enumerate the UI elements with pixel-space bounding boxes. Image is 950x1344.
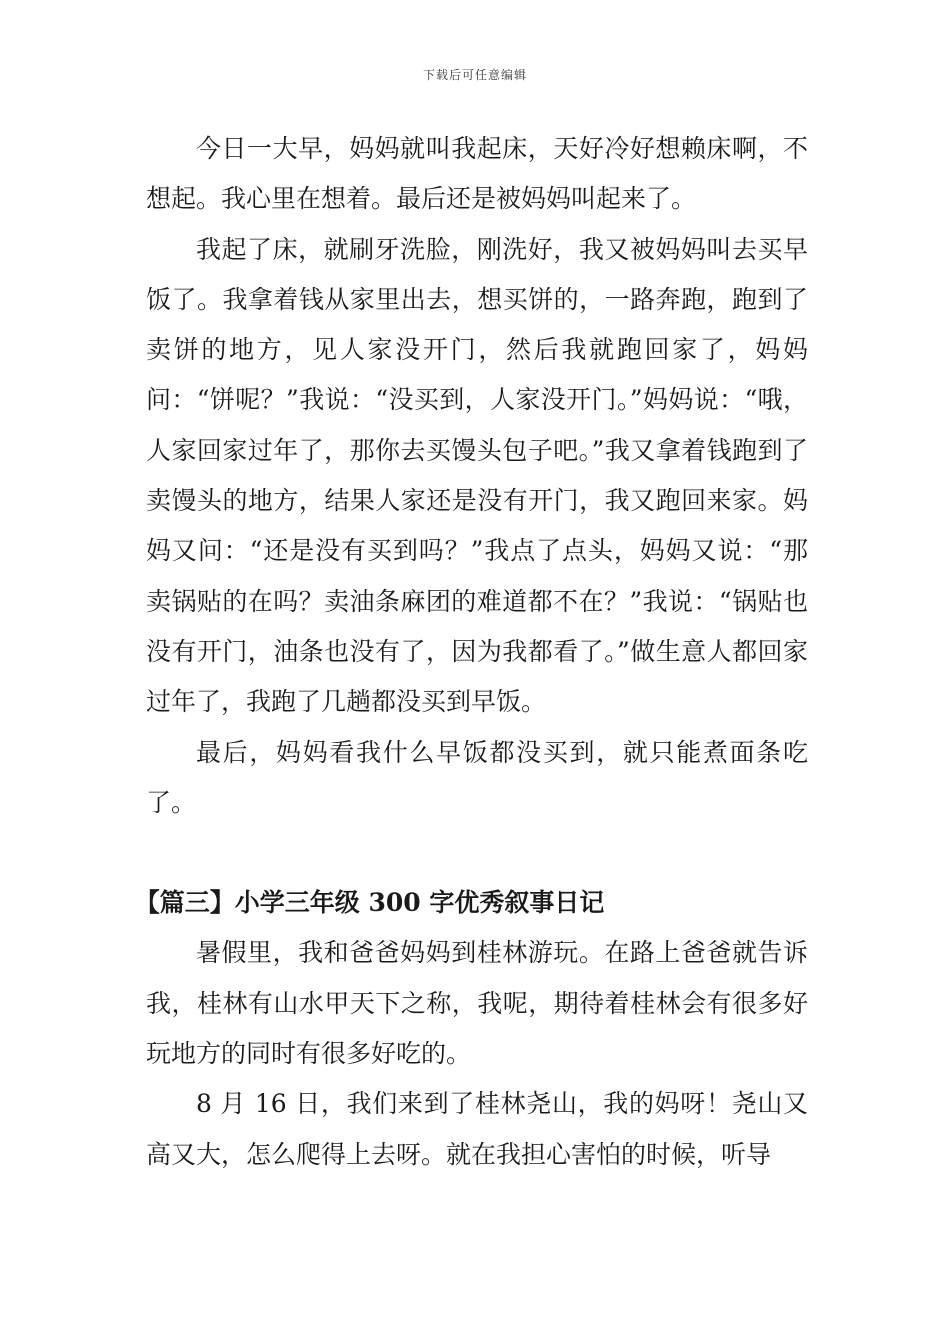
paragraph: 最后，妈妈看我什么早饭都没买到，就只能煮面条吃了。	[146, 737, 808, 817]
paragraph: 8 月 16 日，我们来到了桂林尧山，我的妈呀！尧山又高又大，怎么爬得上去呀。就在我担心害怕的时候，听导	[146, 1089, 808, 1169]
paragraph: 我起了床，就刷牙洗脸，刚洗好，我又被妈妈叫去买早饭了。我拿着钱从家里出去，想买饼的，一路奔跑，跑到了卖饼的地方，见人家没开门，然后我就跑回家了，妈妈问：“饼呢？”我说：“没买到，人家没开门。”妈妈说：“哦，人家回家过年了，那你去买馒头包子吧。”我又拿着钱跑到了卖馒头的地方，结果人家还是没有开门，我又跑回来家。妈妈又问：“还是没有买到吗？”我点了点头，妈妈又说：“那卖锅贴的在吗？卖油条麻团的难道都不在？”我说：“锅贴也没有开门，油条也没有了，因为我都看了。”做生意人都回家过年了，我跑了几趟都没买到早饭。	[146, 234, 808, 717]
paragraph: 今日一大早，妈妈就叫我起床，天好冷好想赖床啊，不想起。我心里在想着。最后还是被妈妈叫起来了。	[146, 134, 808, 214]
header-note: 下载后可任意编辑	[422, 68, 527, 82]
document-body	[134, 124, 808, 1180]
section-heading: 【篇三】小学三年级 300 字优秀叙事日记	[134, 888, 605, 918]
paragraph: 暑假里，我和爸爸妈妈到桂林游玩。在路上爸爸就告诉我，桂林有山水甲天下之称，我呢，期待着桂林会有很多好玩地方的同时有很多好吃的。	[146, 938, 808, 1069]
